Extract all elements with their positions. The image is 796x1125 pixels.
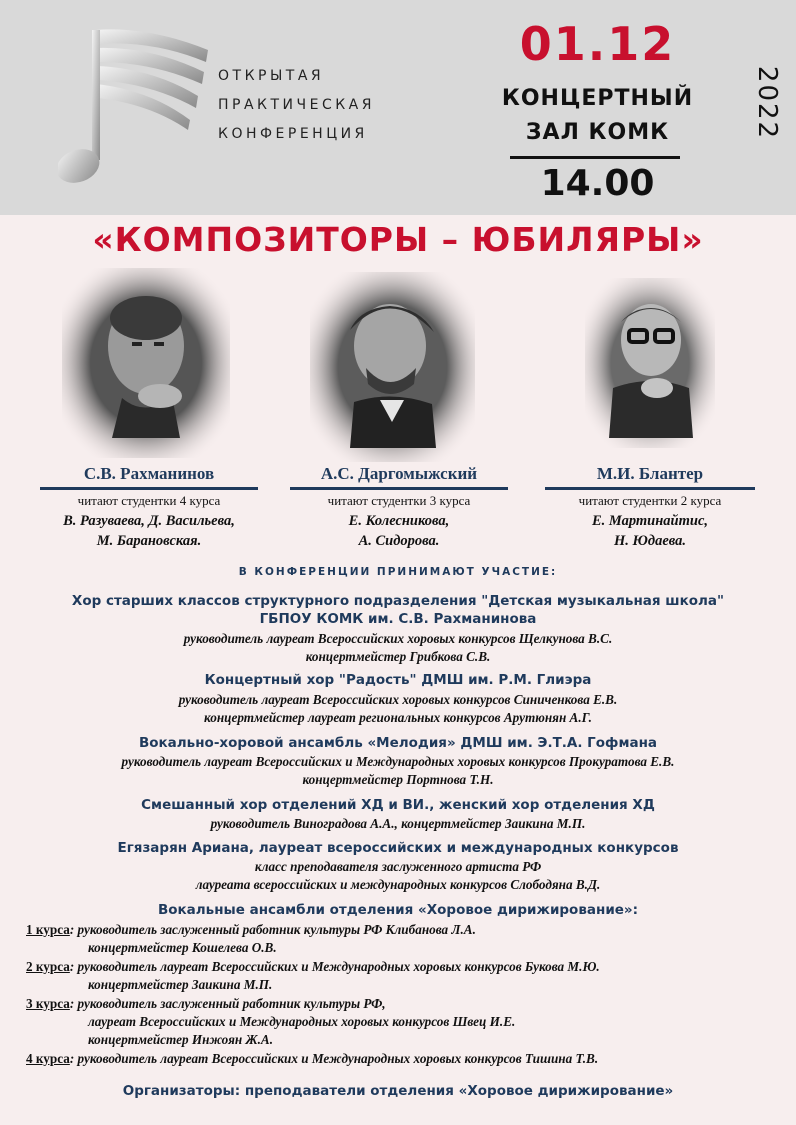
portrait-dargomyzhsky (310, 272, 475, 462)
course-detail: руководитель заслуженный работник культуры РФ, (77, 996, 386, 1011)
group-detail: концертмейстер лауреат региональных конкурсов Арутюнян А.Г. (204, 710, 592, 725)
group-title: Концертный хор "Радость" ДМШ им. Р.М. Глиэра (204, 672, 592, 688)
composer-readers-label: читают студентки 3 курса (327, 493, 471, 508)
course-2-line: 2 курса: руководитель лауреат Всероссийских и Международных хоровых конкурсов Букова М.Ю. (26, 959, 600, 974)
venue-underline (510, 156, 680, 159)
conference-line-2: ПРАКТИЧЕСКАЯ (218, 97, 375, 113)
event-date: 01.12 (519, 17, 676, 71)
course-detail: концертмейстер Кошелева О.В. (88, 940, 277, 955)
organizers: Организаторы: преподаватели отделения «Хоровое дирижирование» (122, 1083, 674, 1099)
group-title: Смешанный хор отделений ХД и ВИ., женский хор отделения ХД (141, 797, 655, 813)
conference-line-3: КОНФЕРЕНЦИЯ (218, 126, 368, 142)
course-detail: концертмейстер Заикина М.П. (88, 977, 273, 992)
course-detail: руководитель лауреат Всероссийских и Международных хоровых конкурсов Букова М.Ю. (77, 959, 600, 974)
portrait-blanter (585, 278, 715, 448)
group-title: Вокально-хоровой ансамбль «Мелодия» ДМШ им. Э.Т.А. Гофмана (138, 735, 658, 751)
group-detail: руководитель лауреат Всероссийских хоровых конкурсов Щелкунова В.С. (183, 631, 613, 646)
group-detail: концертмейстер Грибкова С.В. (305, 649, 491, 664)
group-detail: класс преподавателя заслуженного артиста РФ (254, 859, 542, 874)
course-3-line: 3 курса: руководитель заслуженный работник культуры РФ, (26, 996, 386, 1011)
group-title: ГБПОУ КОМК им. С.В. Рахманинова (259, 611, 537, 627)
group-title: Хор старших классов структурного подразделения "Детская музыкальная школа" (71, 593, 725, 609)
course-detail: лауреат Всероссийских и Международных хоровых конкурсов Швец И.Е. (88, 1014, 516, 1029)
composer-students (545, 511, 755, 551)
composer-readers-label: читают студентки 4 курса (77, 493, 221, 508)
event-time: 14.00 (540, 163, 655, 204)
course-1-line: 1 курса: руководитель заслуженный работник культуры РФ Клибанова Л.А. (26, 922, 476, 937)
composer-students (290, 511, 508, 551)
venue (490, 82, 705, 150)
page-title: «КОМПОЗИТОРЫ – ЮБИЛЯРЫ» (92, 220, 704, 259)
composer-underline (545, 487, 755, 490)
composer-readers-label: читают студентки 2 курса (578, 493, 722, 508)
ensembles-title: Вокальные ансамбли отделения «Хоровое дирижирование»: (157, 902, 639, 918)
students-line-2: А. Сидорова. (358, 533, 440, 549)
group-title: Егязарян Ариана, лауреат всероссийских и международных конкурсов (117, 840, 679, 856)
composer-name-rachmaninoff: С.В. Рахманинов (83, 464, 215, 483)
event-year: 2022 (752, 65, 782, 141)
portrait-rachmaninoff (62, 268, 230, 458)
students-line-1: В. Разуваева, Д. Васильева, (63, 513, 235, 529)
course-4-line: 4 курса: руководитель лауреат Всероссийских и Международных хоровых конкурсов Тишина Т.В. (26, 1051, 599, 1066)
composer-name-dargomyzhsky: А.С. Даргомыжский (320, 464, 478, 483)
music-note-logo (58, 20, 218, 200)
course-label: 2 курса (26, 959, 70, 974)
course-detail: руководитель заслуженный работник культуры РФ Клибанова Л.А. (77, 922, 476, 937)
composer-name-blanter: М.И. Блантер (596, 464, 704, 483)
venue-line-1: КОНЦЕРТНЫЙ (501, 86, 694, 111)
venue-line-2: ЗАЛ КОМК (525, 120, 670, 145)
conference-label (218, 62, 375, 149)
students-line-2: Н. Юдаева. (613, 533, 687, 549)
group-detail: лауреата всероссийских и международных конкурсов Слободяна В.Д. (195, 877, 601, 892)
group-detail: руководитель лауреат Всероссийских и Международных хоровых конкурсов Прокуратова Е.В. (121, 754, 675, 769)
conference-line-1: ОТКРЫТАЯ (218, 68, 325, 84)
composer-underline (40, 487, 258, 490)
students-line-2: М. Барановская. (96, 533, 202, 549)
participants-heading: В КОНФЕРЕНЦИИ ПРИНИМАЮТ УЧАСТИЕ: (238, 566, 558, 578)
course-label: 3 курса (26, 996, 70, 1011)
course-label: 1 курса (26, 922, 70, 937)
composer-students (20, 511, 278, 551)
group-detail: концертмейстер Портнова Т.Н. (302, 772, 494, 787)
students-line-1: Е. Колесникова, (348, 513, 450, 529)
group-detail: руководитель Виноградова А.А., концертмейстер Заикина М.П. (210, 816, 586, 831)
course-label: 4 курса (26, 1051, 70, 1066)
course-detail: концертмейстер Инжоян Ж.А. (88, 1032, 273, 1047)
course-detail: руководитель лауреат Всероссийских и Международных хоровых конкурсов Тишина Т.В. (77, 1051, 599, 1066)
group-detail: руководитель лауреат Всероссийских хоровых конкурсов Синиченкова Е.В. (178, 692, 618, 707)
composer-underline (290, 487, 508, 490)
students-line-1: Е. Мартинайтис, (591, 513, 709, 529)
